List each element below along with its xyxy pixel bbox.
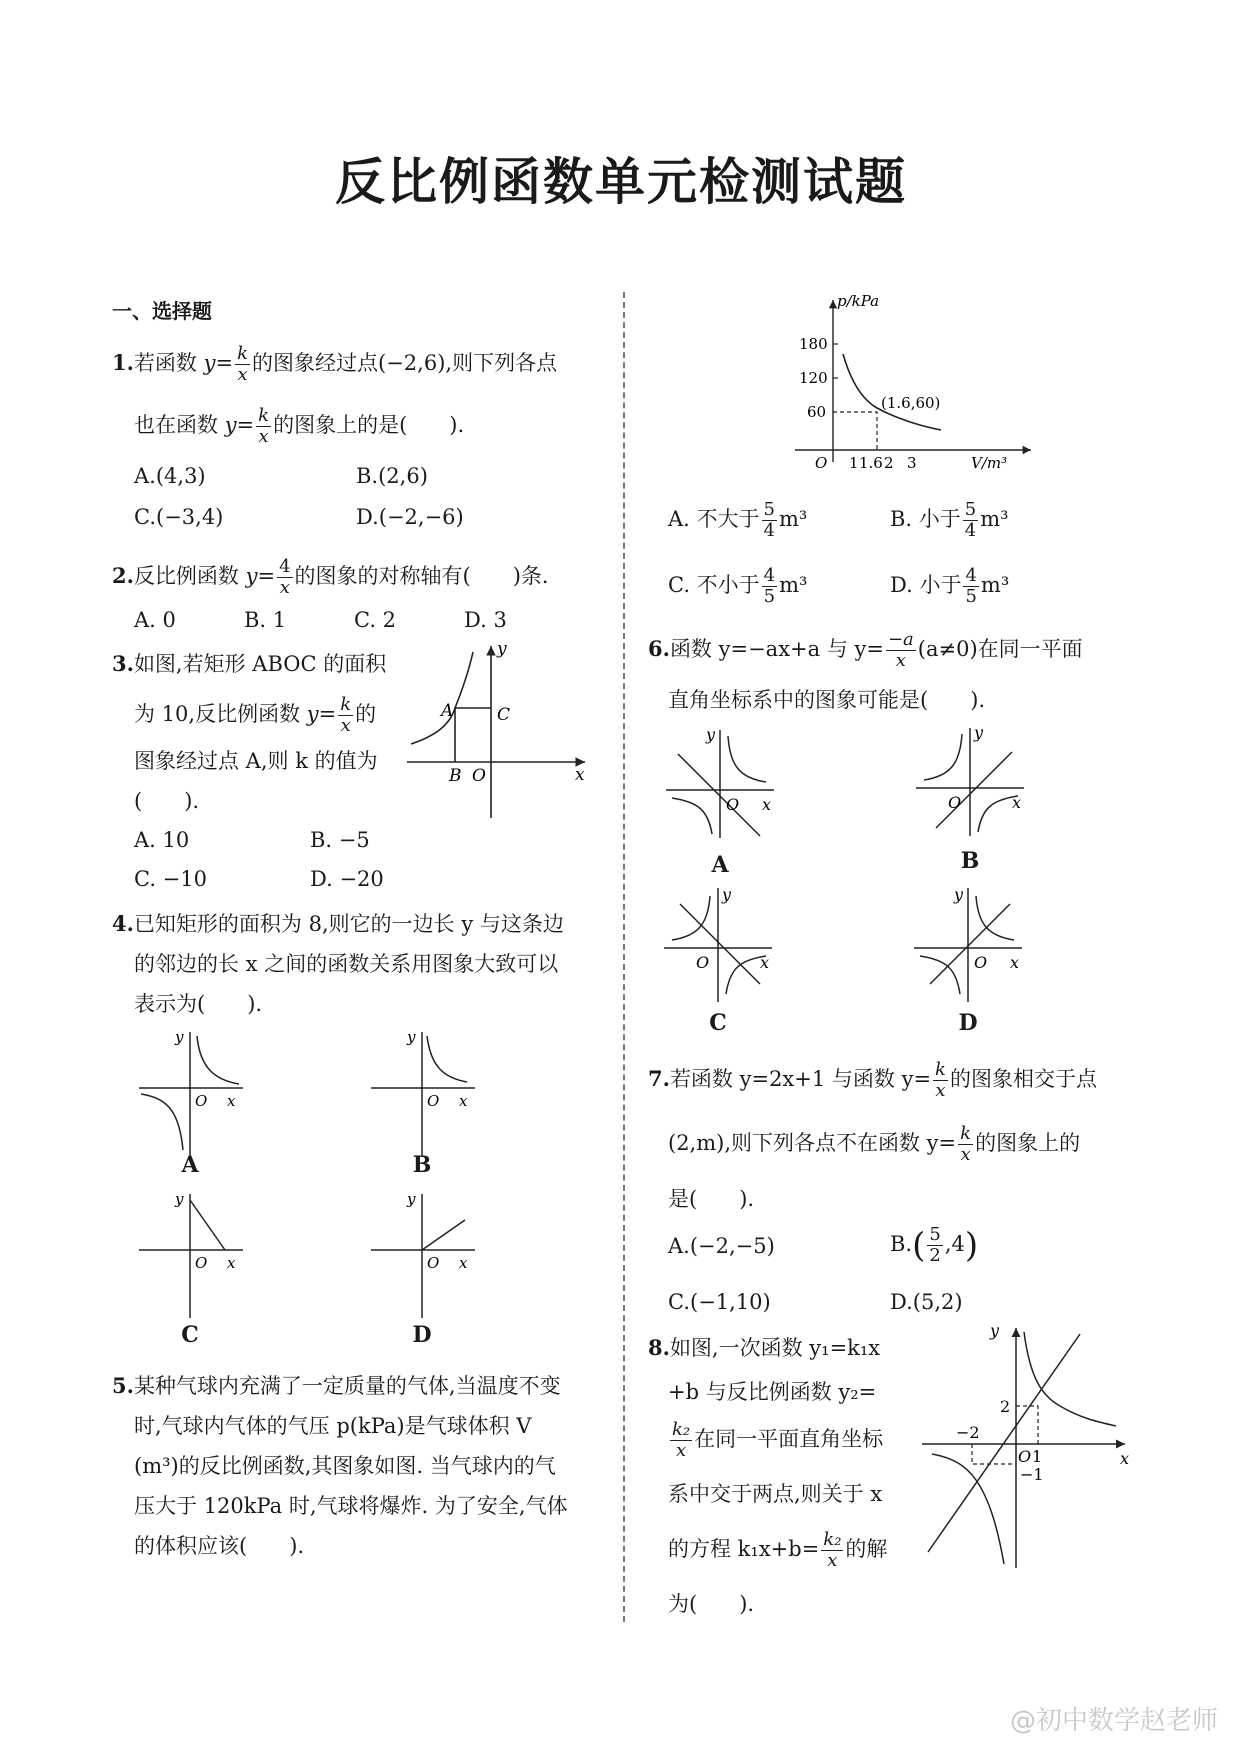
q6b-line (936, 752, 1012, 828)
q5-option-a (668, 500, 807, 541)
q2-func: y= (245, 564, 276, 588)
q7-line3: 是( ). (668, 1187, 755, 1211)
q5-opt-d-text: D. 小于 (890, 573, 962, 597)
q8-line2: +b 与反比例函数 y₂= (668, 1380, 877, 1404)
q6a-curve-2 (672, 798, 712, 834)
svg-text:O: O (195, 1254, 208, 1272)
q1-frac2-num: k (258, 405, 270, 426)
q1-fraction-2 (256, 406, 271, 447)
svg-text:x: x (762, 795, 772, 814)
q4-graph-d (367, 1190, 482, 1320)
q4-graph-c (135, 1190, 250, 1320)
q3-label-x: x (575, 765, 585, 785)
q4-graph-a (135, 1028, 250, 1158)
q7-line1 (648, 1060, 1097, 1101)
q8-fraction (670, 1420, 692, 1461)
q2-fraction (277, 557, 292, 598)
q4-label-c: C (181, 1322, 199, 1348)
q2-option-d: D. 3 (464, 608, 507, 632)
q8-line5 (668, 1530, 887, 1571)
watermark: @初中数学赵老师 (1009, 1706, 1218, 1736)
q6-label-a: A (711, 852, 729, 878)
q1-func: y= (203, 351, 234, 375)
svg-text:y: y (175, 1190, 184, 1208)
q5-line3: (m³)的反比例函数,其图象如图. 当气球内的气 (134, 1454, 556, 1478)
q6-frac-num: −a (887, 629, 914, 650)
q7-frac2-den: x (960, 1144, 971, 1165)
column-divider (623, 292, 625, 1622)
q6-text-2: (a≠0)在同一平面 (917, 637, 1083, 661)
q1-text-2: 的图象经过点(−2,6),则下列各点 (252, 351, 558, 375)
q7-frac-num: k (935, 1059, 946, 1080)
q3-option-d: D. −20 (310, 867, 384, 891)
q5-line2: 时,气球内气体的气压 p(kPa)是气球体积 V (134, 1414, 532, 1438)
q1-fraction (235, 344, 250, 385)
q1-option-c: C.(−3,4) (134, 505, 224, 529)
q5-line4: 压大于 120kPa 时,气球将爆炸. 为了安全,气体 (134, 1494, 568, 1518)
q7-opt-b-paren-open: ( (912, 1225, 926, 1266)
q4-label-a: A (181, 1152, 199, 1178)
svg-text:O: O (696, 953, 710, 972)
svg-text:x: x (227, 1092, 236, 1110)
q7-opt-b-paren-close: ) (964, 1225, 979, 1266)
q6-line2: 直角坐标系中的图象可能是( ). (668, 688, 986, 712)
q7-option-b (890, 1225, 978, 1266)
svg-text:O: O (195, 1092, 208, 1110)
q5-text: 某种气球内充满了一定质量的气体,当温度不变 (133, 1374, 561, 1398)
q6c-line (680, 904, 760, 984)
q4-line2: 的邻边的长 x 之间的函数关系用图象大致可以 (134, 952, 559, 976)
q4-number: 4. (112, 911, 134, 936)
q7-frac2-num: k (960, 1123, 972, 1144)
q7-fraction (933, 1060, 948, 1101)
q7-text-3: (2,m),则下列各点不在函数 y= (668, 1131, 957, 1155)
q8-label-y: y (990, 1321, 1000, 1340)
q4c-line (190, 1200, 225, 1250)
q3-line4: ( ). (134, 789, 200, 813)
q6-line1 (648, 630, 1083, 671)
q7-line2 (668, 1124, 1080, 1165)
q8-dashed-1 (1016, 1406, 1038, 1444)
q5-xtick-1: 1 (849, 454, 859, 472)
q5-ylabel: p/kPa (837, 292, 880, 310)
q6-number: 6. (648, 636, 670, 661)
q7-text-4: 的图象上的 (975, 1131, 1081, 1155)
q8-figure (920, 1320, 1135, 1570)
svg-text:y: y (954, 885, 964, 904)
q8-fraction-2 (821, 1530, 843, 1571)
q5-dashed-guide (833, 412, 877, 450)
q3-label-a: A (441, 701, 454, 721)
q8-text-4: 的解 (845, 1537, 888, 1561)
svg-text:y: y (706, 725, 716, 744)
q5-xlabel: V/m³ (971, 454, 1008, 472)
q7-number: 7. (648, 1066, 670, 1091)
q6-graph-a (662, 722, 782, 842)
q5-opt-c-text: C. 不小于 (668, 573, 760, 597)
svg-text:x: x (1010, 953, 1020, 972)
q7-opt-b-label: B. (890, 1232, 913, 1256)
q6-graph-b (912, 720, 1032, 840)
q4-label-d: D (412, 1322, 432, 1348)
q5-opt-a-unit: m³ (778, 507, 808, 531)
svg-text:y: y (407, 1190, 416, 1208)
q8-label-o: O (1018, 1447, 1032, 1466)
q7-opt-b-den: 2 (929, 1245, 941, 1266)
q8-label-neg1: −1 (1020, 1465, 1044, 1484)
q5-option-d (890, 566, 1009, 607)
q3-label-o: O (472, 766, 486, 786)
q5-opt-d-num: 4 (965, 565, 977, 586)
q1-option-a: A.(4,3) (134, 464, 206, 488)
q7-text: 若函数 y=2x+1 与函数 y= (669, 1067, 932, 1091)
q1-line2 (134, 406, 464, 447)
q1-frac-den: x (237, 364, 248, 385)
q7-opt-b-text: ,4 (944, 1232, 965, 1256)
q3-option-c: C. −10 (134, 867, 207, 891)
q8-frac2-num: k₂ (823, 1529, 842, 1550)
q5-xtick-2: 2 (884, 454, 894, 472)
q3-text-2: 为 10,反比例函数 (134, 702, 307, 726)
q3-option-b: B. −5 (310, 828, 370, 852)
q4d-line (422, 1220, 465, 1250)
q2-option-c: C. 2 (354, 608, 397, 632)
page-title: 反比例函数单元检测试题 (335, 152, 907, 211)
q1-frac2-den: x (258, 426, 269, 447)
q1-text: 若函数 (133, 351, 204, 375)
q6c-curve-1 (672, 896, 710, 940)
q8-curve-1 (1024, 1332, 1116, 1426)
q7-option-a: A.(−2,−5) (668, 1234, 775, 1258)
q1-func-2: y= (224, 413, 255, 437)
q5-line1 (112, 1372, 561, 1400)
q5-number: 5. (112, 1373, 134, 1398)
q5-ytick-180: 180 (799, 335, 828, 353)
q3-func: y= (306, 702, 337, 726)
section-heading: 一、选择题 (112, 299, 212, 323)
q4-line1 (112, 910, 564, 938)
q6d-line (930, 904, 1010, 984)
q6-label-c: C (709, 1010, 727, 1036)
q5-opt-b-text: B. 小于 (890, 507, 961, 531)
q3-fraction (338, 695, 353, 736)
svg-text:x: x (227, 1254, 236, 1272)
q7-frac-den: x (935, 1080, 946, 1101)
q4-graph-b (367, 1028, 482, 1158)
q2-number: 2. (112, 563, 134, 588)
q6-label-d: D (958, 1010, 978, 1036)
q1-option-b: B.(2,6) (356, 464, 428, 488)
q7-fraction-2 (958, 1124, 973, 1165)
svg-text:y: y (407, 1028, 416, 1046)
q4a-curve-2 (141, 1094, 183, 1150)
q5-opt-a-num: 5 (763, 499, 775, 520)
q2-option-b: B. 1 (244, 608, 287, 632)
q1-text-4: 的图象上的是( ). (273, 413, 465, 437)
q8-label-neg2: −2 (956, 1423, 980, 1442)
q3-number: 3. (112, 651, 134, 676)
q4b-curve (427, 1036, 467, 1082)
q8-text: 如图,一次函数 y₁=k₁x (669, 1336, 881, 1360)
svg-text:y: y (175, 1028, 184, 1046)
svg-text:x: x (459, 1254, 468, 1272)
q8-frac-den: x (675, 1440, 687, 1461)
q8-line3 (668, 1420, 883, 1461)
q8-text-2: 在同一平面直角坐标 (694, 1427, 884, 1451)
svg-text:x: x (459, 1092, 468, 1110)
q6-label-b: B (960, 848, 980, 874)
q6-fraction (886, 630, 916, 671)
svg-text:O: O (974, 953, 988, 972)
q5-opt-b-num: 5 (964, 499, 977, 520)
q5-opt-a-text: A. 不大于 (668, 507, 760, 531)
q5-xtick-3: 3 (907, 454, 917, 472)
q2-frac-num: 4 (279, 556, 291, 577)
q2-text: 反比例函数 (133, 564, 246, 588)
q5-opt-a-fraction (762, 500, 777, 541)
svg-text:x: x (760, 953, 770, 972)
q4a-curve-1 (197, 1036, 239, 1084)
q5-opt-c-unit: m³ (779, 573, 808, 597)
q7-opt-b-num: 5 (929, 1224, 941, 1245)
q5-origin: O (815, 454, 828, 472)
q7-option-c: C.(−1,10) (668, 1290, 771, 1314)
q5-curve (843, 354, 941, 430)
q1-text-3: 也在函数 (134, 413, 225, 437)
svg-text:O: O (427, 1092, 440, 1110)
svg-text:x: x (1012, 793, 1022, 812)
q8-label-1: 1 (1032, 1447, 1043, 1466)
q3-label-y: y (497, 640, 507, 659)
q5-opt-b-fraction (963, 500, 978, 541)
q8-line1 (648, 1334, 880, 1362)
q3-label-c: C (497, 705, 511, 725)
q5-option-b (890, 500, 1009, 541)
q5-ytick-120: 120 (799, 369, 828, 387)
q3-text-3: 的 (355, 702, 377, 726)
q1-option-d: D.(−2,−6) (356, 505, 464, 529)
q5-opt-b-den: 4 (964, 520, 977, 541)
q1-number: 1. (112, 350, 134, 375)
q7-option-d: D.(5,2) (890, 1290, 963, 1314)
q5-opt-d-den: 5 (965, 586, 977, 607)
svg-text:O: O (948, 793, 962, 812)
q5-xtick-1-6: 1.6 (859, 454, 883, 472)
q3-option-a: A. 10 (134, 828, 190, 852)
q6-graph-d (910, 882, 1030, 1007)
q3-line3: 图象经过点 A,则 k 的值为 (134, 749, 378, 773)
q4-label-b: B (412, 1152, 432, 1178)
q8-line4: 系中交于两点,则关于 x (668, 1482, 883, 1506)
q1-frac-num: k (237, 343, 249, 364)
q5-opt-c-fraction (762, 566, 777, 607)
q3-figure (405, 640, 595, 820)
q3-line1 (112, 650, 386, 678)
q5-opt-d-fraction (963, 566, 978, 607)
q6-graph-c (660, 882, 780, 1007)
q3-frac-den: x (340, 715, 351, 736)
q8-text-3: 的方程 k₁x+b= (668, 1537, 820, 1561)
svg-text:y: y (974, 723, 984, 742)
q5-option-c (668, 566, 807, 607)
q8-number: 8. (648, 1335, 670, 1360)
svg-text:O: O (427, 1254, 440, 1272)
svg-text:O: O (726, 795, 740, 814)
q2-frac-den: x (279, 577, 290, 598)
q5-ytick-60: 60 (807, 403, 827, 421)
q6-frac-den: x (895, 650, 906, 671)
q5-opt-d-unit: m³ (980, 573, 1010, 597)
q8-frac-num: k₂ (672, 1419, 691, 1440)
q3-frac-num: k (340, 694, 352, 715)
q5-opt-a-den: 4 (763, 520, 775, 541)
q5-opt-c-den: 5 (763, 586, 776, 607)
q5-opt-c-num: 4 (763, 565, 776, 586)
q2-line (112, 557, 549, 598)
q8-frac2-den: x (827, 1550, 838, 1571)
q2-option-a: A. 0 (134, 608, 176, 632)
q6b-curve-1 (924, 734, 962, 780)
q3-text: 如图,若矩形 ABOC 的面积 (133, 652, 387, 676)
q5-point-label: (1.6,60) (881, 394, 941, 412)
q3-label-b: B (449, 766, 462, 786)
q3-rectangle (455, 708, 491, 762)
q5-opt-b-unit: m³ (980, 507, 1009, 531)
q5-graph (795, 292, 1045, 472)
q7-text-2: 的图象相交于点 (949, 1067, 1097, 1091)
q6-text: 函数 y=−ax+a 与 y= (669, 637, 884, 661)
q2-text-2: 的图象的对称轴有( )条. (294, 564, 549, 588)
q8-curve-2 (932, 1454, 1004, 1564)
q4-text: 已知矩形的面积为 8,则它的一边长 y 与这条边 (133, 912, 564, 936)
q8-label-x: x (1120, 1449, 1130, 1468)
q3-curve (411, 652, 473, 744)
svg-text:y: y (722, 885, 732, 904)
q6a-line (678, 754, 760, 836)
q5-line5: 的体积应该( ). (134, 1534, 305, 1558)
q8-line (928, 1334, 1080, 1552)
q7-opt-b-fraction (927, 1225, 942, 1266)
q3-line2 (134, 695, 376, 736)
q6a-curve-1 (728, 736, 766, 782)
q8-dashed-2 (972, 1444, 1016, 1464)
q4-line3: 表示为( ). (134, 992, 263, 1016)
q8-line6: 为( ). (668, 1592, 755, 1616)
q8-label-2: 2 (1000, 1397, 1011, 1416)
q1-line1 (112, 344, 557, 385)
